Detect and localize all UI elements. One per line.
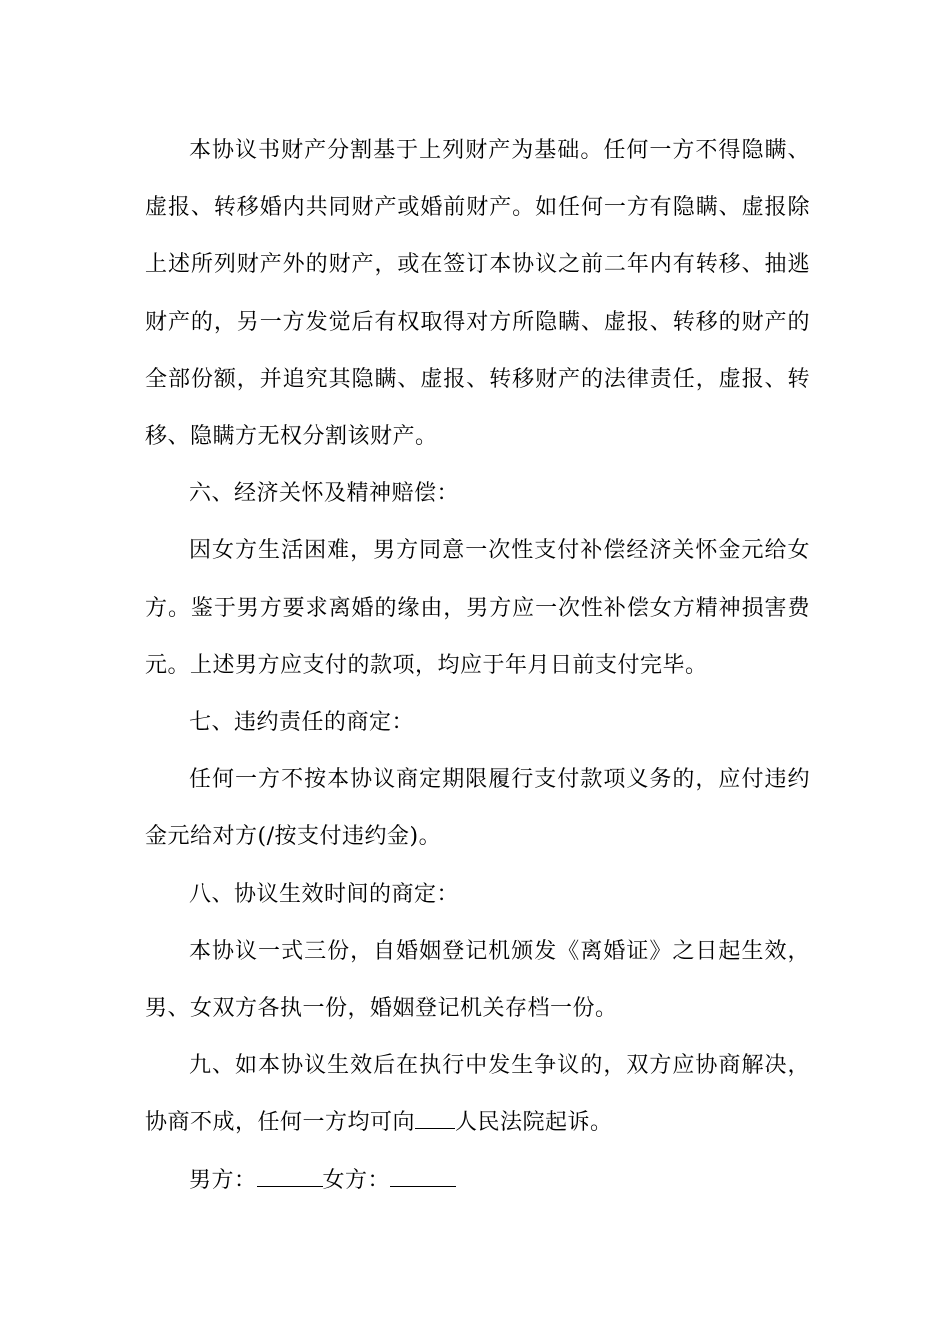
heading-breach-liability: 七、违约责任的商定： xyxy=(189,710,415,736)
male-signature-blank xyxy=(257,1163,323,1187)
document-body xyxy=(145,122,810,1209)
female-signature-blank xyxy=(390,1163,456,1187)
paragraph-effective-time: 本协议一式三份，自婚姻登记机颁发《离婚证》之日起生效，男、女双方各执一份，婚姻登记机关存档一份。 xyxy=(145,938,810,1022)
court-name-blank xyxy=(415,1105,455,1129)
paragraph-economic-compensation: 因女方生活困难，男方同意一次性支付补偿经济关怀金元给女方。鉴于男方要求离婚的缘由，男方应一次性补偿女方精神损害费元。上述男方应支付的款项，均应于年月日前支付完毕。 xyxy=(145,538,810,678)
paragraph-breach-liability: 任何一方不按本协议商定期限履行支付款项义务的，应付违约金元给对方(/按支付违约金)。 xyxy=(145,767,810,850)
dispute-text-before: 九、如本协议生效后在执行中发生争议的，双方应协商解决，协商不成，任何一方均可向 xyxy=(145,1053,810,1136)
paragraph-dispute-resolution xyxy=(145,1037,810,1151)
male-signature-label: 男方： xyxy=(189,1167,257,1193)
dispute-text-after: 人民法院起诉。 xyxy=(455,1110,613,1136)
heading-economic-compensation: 六、经济关怀及精神赔偿： xyxy=(189,481,460,507)
heading-effective-time: 八、协议生效时间的商定： xyxy=(189,881,460,907)
female-signature-label: 女方： xyxy=(322,1167,391,1193)
signature-line xyxy=(145,1152,810,1209)
paragraph-property-concealment: 本协议书财产分割基于上列财产为基础。任何一方不得隐瞒、虚报、转移婚内共同财产或婚前财产。如任何一方有隐瞒、虚报除上述所列财产外的财产，或在签订本协议之前二年内有转移、抽逃财产的，另一方发觉后有权取得对方所隐瞒、虚报、转移的财产的全部份额，并追究其隐瞒、虚报、转移财产的法律责任，虚报、转移、隐瞒方无权分割该财产。 xyxy=(145,138,810,450)
